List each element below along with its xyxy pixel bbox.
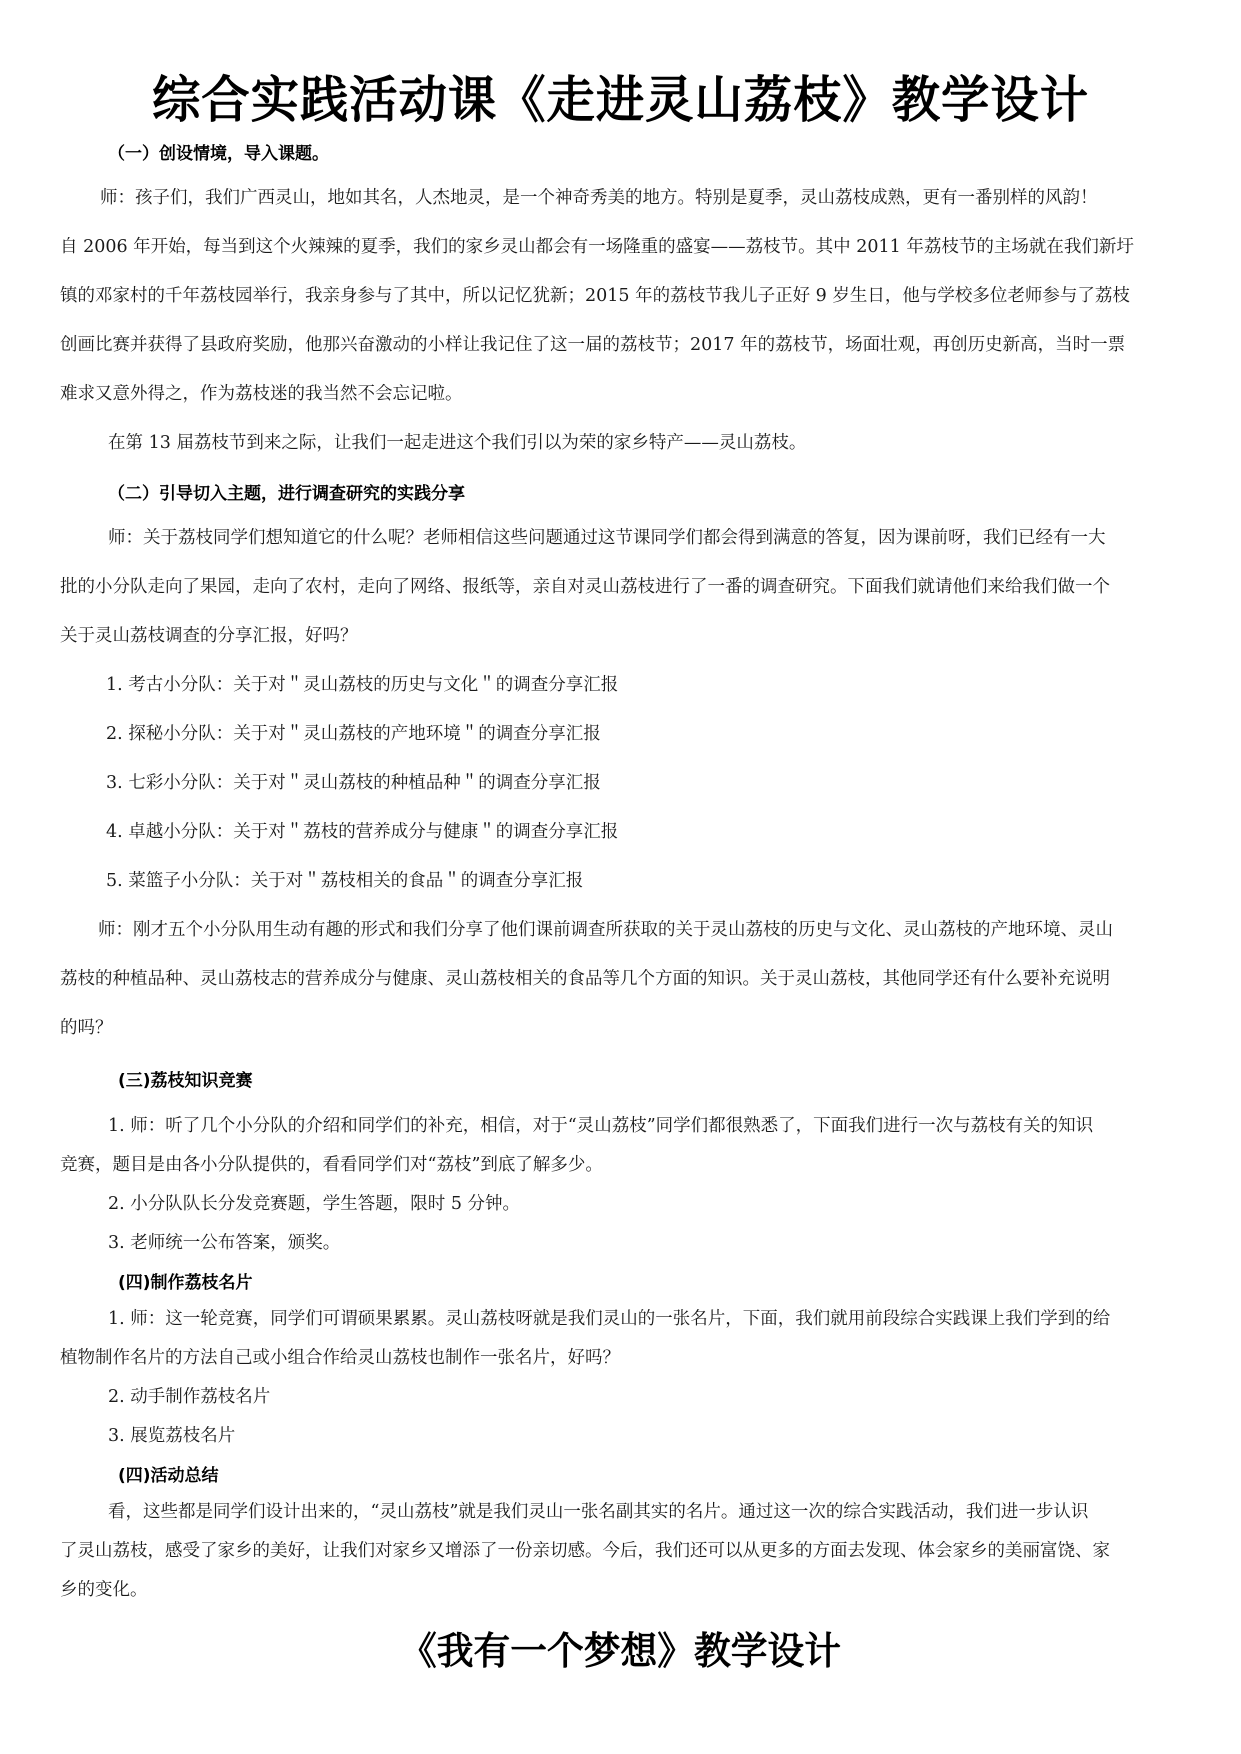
paragraph-line: 2. 动手制作荔枝名片 [108, 1387, 271, 1407]
paragraph-line: 师：孩子们，我们广西灵山，地如其名，人杰地灵，是一个神奇秀美的地方。特别是夏季，灵山荔枝成熟，更有一番别样的风韵！ [100, 188, 1098, 208]
section-1-heading: （一）创设情境，导入课题。 [108, 144, 329, 164]
paragraph-line: 的吗？ [60, 1018, 113, 1038]
paragraph-line: 植物制作名片的方法自己或小组合作给灵山荔枝也制作一张名片，好吗？ [60, 1348, 620, 1368]
paragraph-line: 关于灵山荔枝调查的分享汇报，好吗？ [60, 626, 358, 646]
second-document-title: 《我有一个梦想》教学设计 [400, 1629, 841, 1673]
paragraph-line: 批的小分队走向了果园，走向了农村，走向了网络、报纸等，亲自对灵山荔枝进行了一番的调查研究。下面我们就请他们来给我们做一个 [60, 577, 1110, 597]
paragraph-line: 师：关于荔枝同学们想知道它的什么呢？老师相信这些问题通过这节课同学们都会得到满意的答复，因为课前呀，我们已经有一大 [108, 528, 1106, 548]
paragraph-line: 1. 师：听了几个小分队的介绍和同学们的补充，相信，对于“灵山荔枝”同学们都很熟悉了，下面我们进行一次与荔枝有关的知识 [108, 1116, 1094, 1136]
paragraph-line: 看，这些都是同学们设计出来的，“灵山荔枝”就是我们灵山一张名副其实的名片。通过这一次的综合实践活动，我们进一步认识 [108, 1502, 1089, 1522]
paragraph-line: 3. 展览荔枝名片 [108, 1426, 236, 1446]
list-item: 2. 探秘小分队：关于对＂灵山荔枝的产地环境＂的调查分享汇报 [106, 724, 601, 744]
list-item: 5. 菜篮子小分队：关于对＂荔枝相关的食品＂的调查分享汇报 [106, 871, 584, 891]
document-title: 综合实践活动课《走进灵山荔枝》教学设计 [151, 71, 1090, 129]
paragraph-line: 师：刚才五个小分队用生动有趣的形式和我们分享了他们课前调查所获取的关于灵山荔枝的历史与文化、灵山荔枝的产地环境、灵山 [98, 920, 1113, 940]
list-item: 4. 卓越小分队：关于对＂荔枝的营养成分与健康＂的调查分享汇报 [106, 822, 619, 842]
list-item: 1. 考古小分队：关于对＂灵山荔枝的历史与文化＂的调查分享汇报 [106, 675, 619, 695]
paragraph-line: 2. 小分队队长分发竞赛题，学生答题，限时 5 分钟。 [108, 1194, 521, 1214]
paragraph-line: 了灵山荔枝，感受了家乡的美好，让我们对家乡又增添了一份亲切感。今后，我们还可以从更多的方面去发现、体会家乡的美丽富饶、家 [60, 1541, 1110, 1561]
paragraph-line: 创画比赛并获得了县政府奖励，他那兴奋激动的小样让我记住了这一届的荔枝节；2017 年的荔枝节，场面壮观，再创历史新高，当时一票 [60, 335, 1126, 355]
paragraph-line: 荔枝的种植品种、灵山荔枝志的营养成分与健康、灵山荔枝相关的食品等几个方面的知识。关于灵山荔枝，其他同学还有什么要补充说明 [60, 969, 1110, 989]
paragraph-line: 竞赛，题目是由各小分队提供的，看看同学们对“荔枝”到底了解多少。 [60, 1155, 603, 1175]
section-3-heading: (三)荔枝知识竞赛 [118, 1071, 253, 1091]
list-item: 3. 七彩小分队：关于对＂灵山荔枝的种植品种＂的调查分享汇报 [106, 773, 601, 793]
paragraph-line: 自 2006 年开始，每当到这个火辣辣的夏季，我们的家乡灵山都会有一场隆重的盛宴——荔枝节。其中 2011 年荔枝节的主场就在我们新圩 [60, 237, 1134, 257]
paragraph-line: 3. 老师统一公布答案，颁奖。 [108, 1233, 341, 1253]
section-4-heading: (四)制作荔枝名片 [118, 1273, 253, 1293]
paragraph-line: 难求又意外得之，作为荔枝迷的我当然不会忘记啦。 [60, 384, 463, 404]
section-5-heading: (四)活动总结 [118, 1466, 219, 1486]
paragraph-line: 镇的邓家村的千年荔枝园举行，我亲身参与了其中，所以记忆犹新；2015 年的荔枝节我儿子正好 9 岁生日，他与学校多位老师参与了荔枝 [60, 286, 1130, 306]
paragraph-line: 在第 13 届荔枝节到来之际，让我们一起走进这个我们引以为荣的家乡特产——灵山荔枝。 [108, 433, 807, 453]
section-2-heading: （二）引导切入主题，进行调查研究的实践分享 [108, 484, 465, 504]
paragraph-line: 1. 师：这一轮竞赛，同学们可谓硕果累累。灵山荔枝呀就是我们灵山的一张名片，下面，我们就用前段综合实践课上我们学到的给 [108, 1309, 1111, 1329]
paragraph-line: 乡的变化。 [60, 1580, 148, 1600]
